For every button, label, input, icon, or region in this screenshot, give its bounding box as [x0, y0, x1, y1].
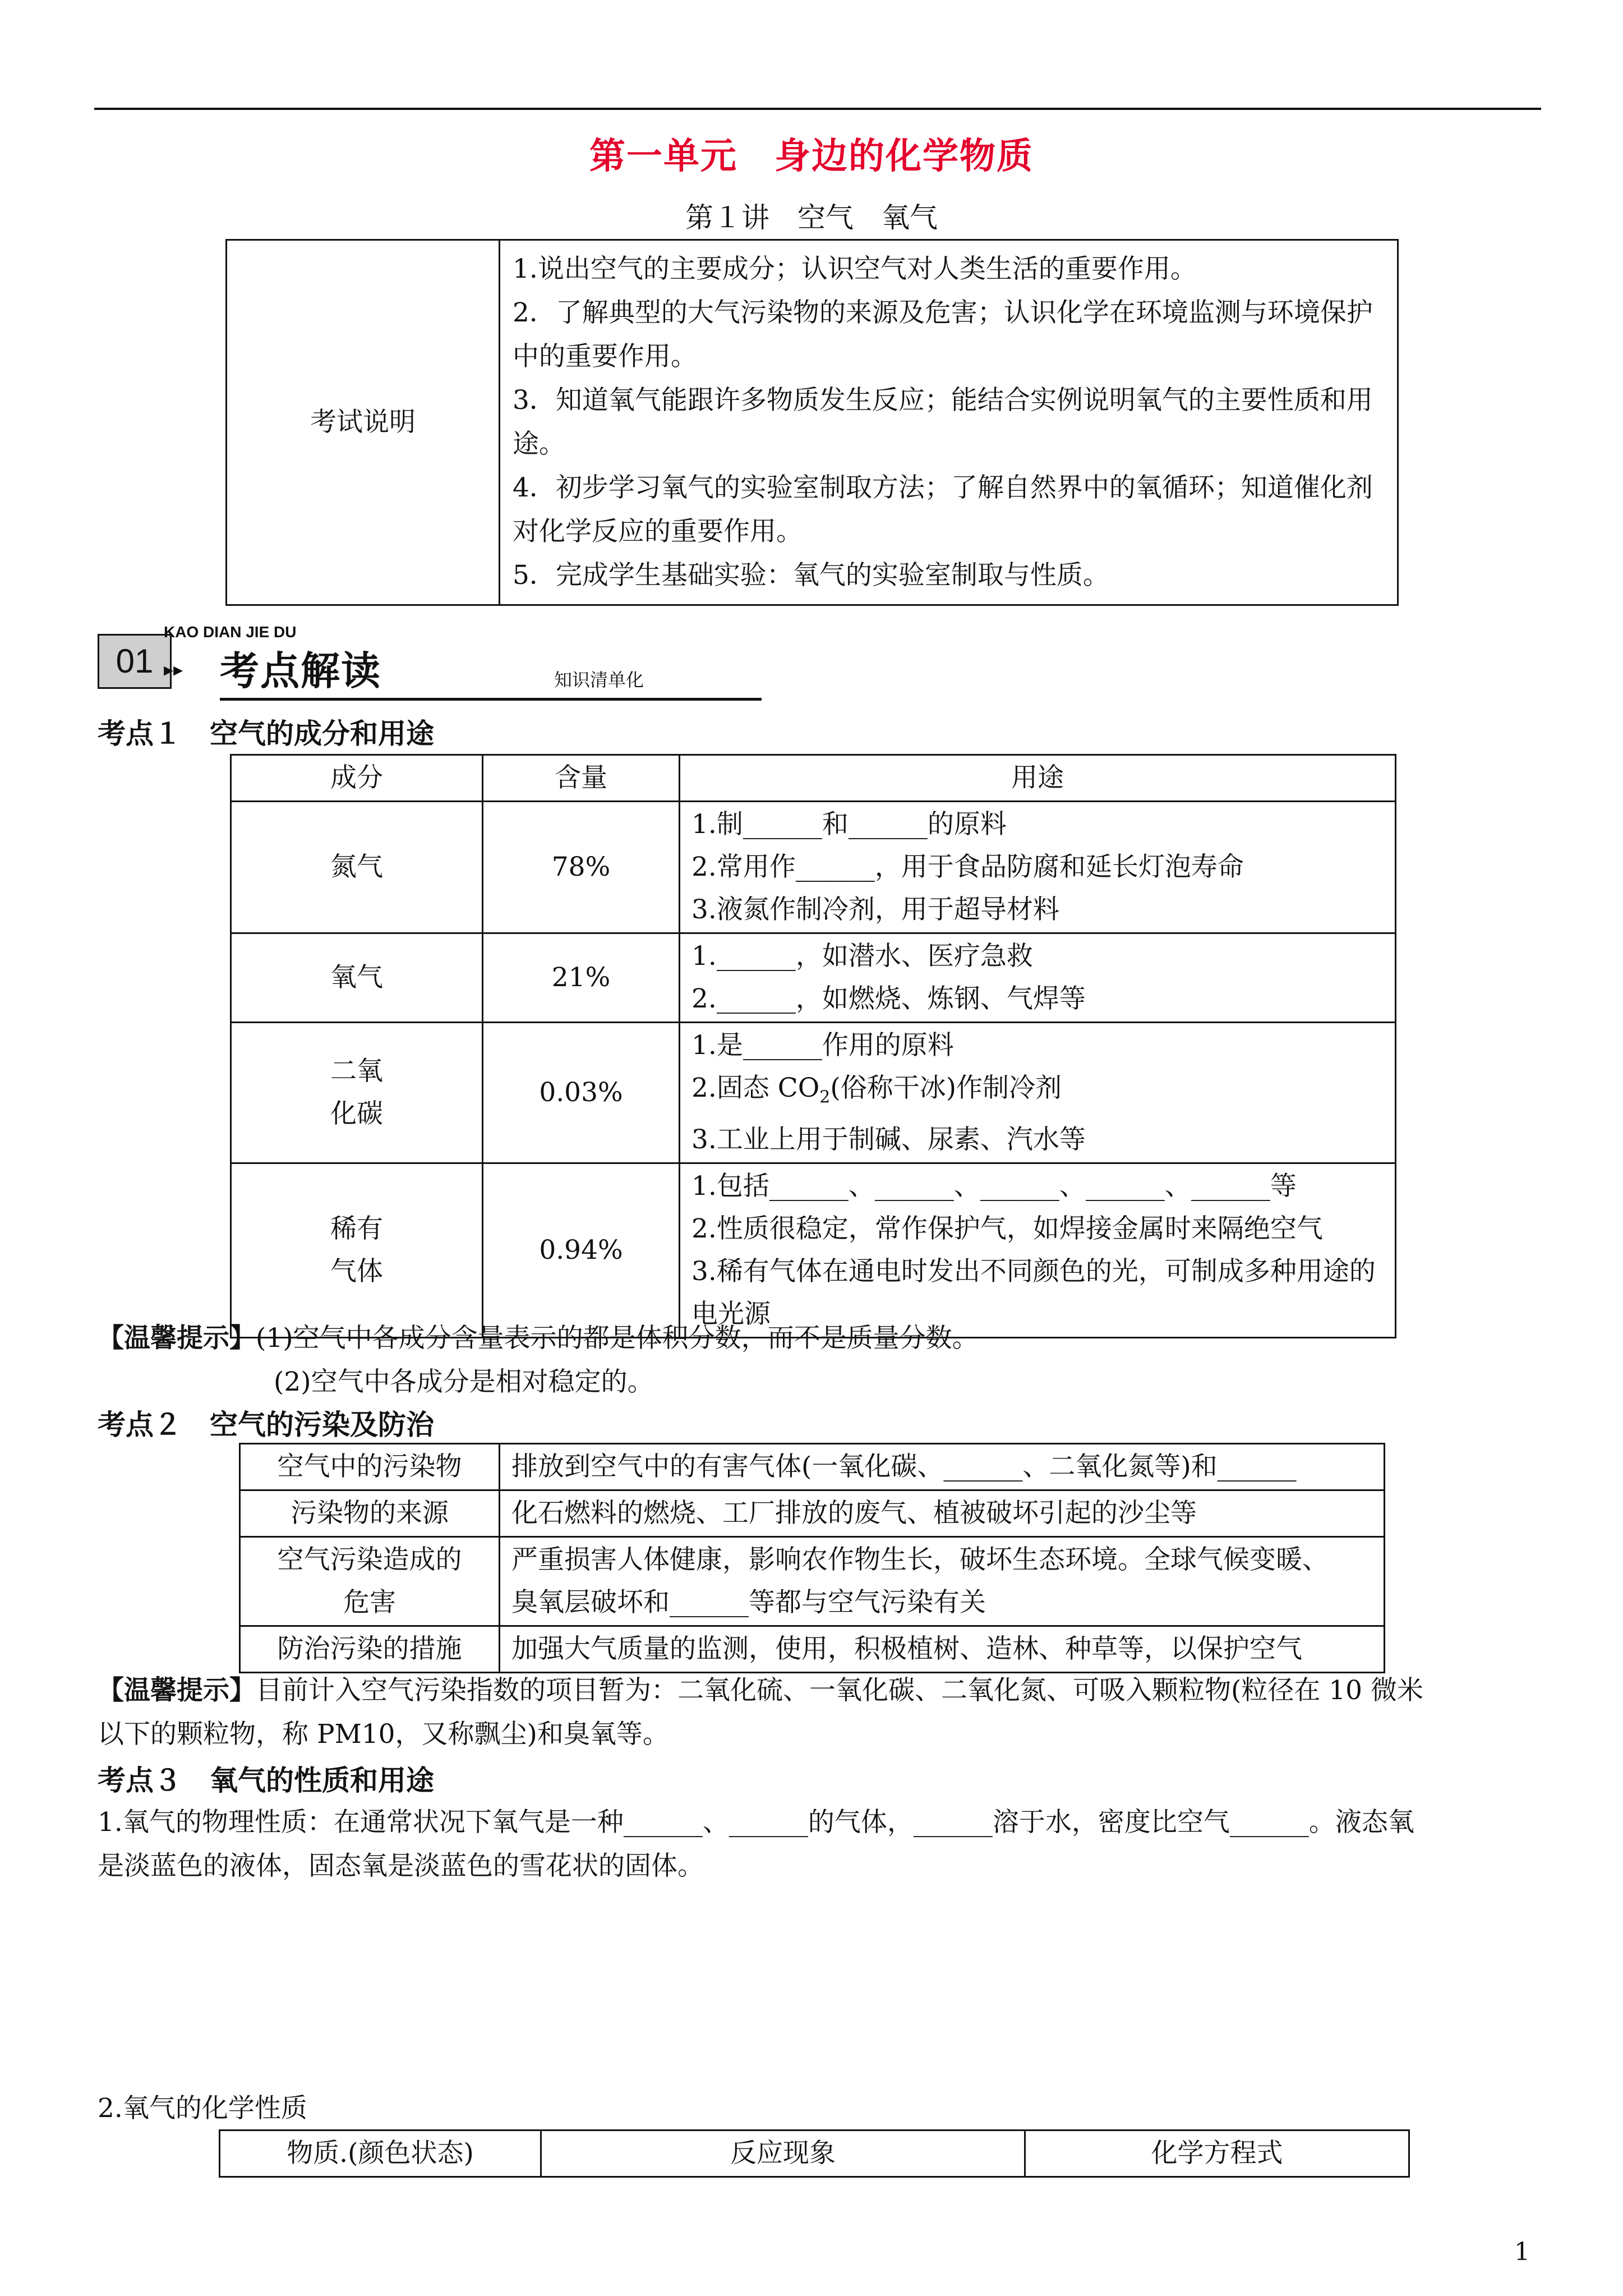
oxygen-reaction-table [219, 2129, 1410, 2178]
use-line: 3.液氮作制冷剂，用于超导材料 [691, 894, 1059, 925]
section-subtitle: 知识清单化 [554, 669, 644, 691]
exam-item: 1.说出空气的主要成分；认识空气对人类生活的重要作用。 [513, 254, 1197, 284]
double-arrow-icon: ▸▸ [164, 659, 183, 681]
unit-title: 第一单元 身边的化学物质 [589, 135, 1034, 177]
value-line: 严重损害人体健康，影响农作物生长，破坏生态环境。全球气候变暖、 [511, 1544, 1329, 1575]
subscript: 2 [819, 1087, 831, 1107]
component-name [231, 1163, 483, 1338]
use-line: 1.包括______、______、______、______、______等 [691, 1171, 1297, 1202]
row-value: 加强大气质量的监测，使用，积极植树、造林、种草等，以保护空气 [500, 1626, 1385, 1673]
kp1-title: 考点１ 空气的成分和用途 [98, 717, 434, 750]
table-row [231, 1023, 1396, 1163]
component-content: 0.03% [483, 1023, 680, 1163]
use-line: 1.是______作用的原料 [691, 1030, 954, 1061]
name-line: 化碳 [330, 1098, 383, 1130]
component-uses [680, 933, 1396, 1023]
kp1-tip-2: (2)空气中各成分是相对稳定的。 [274, 1366, 654, 1397]
row-key: 污染物的来源 [240, 1490, 500, 1537]
name-line: 二氧 [330, 1056, 383, 1087]
table-row [240, 1490, 1385, 1537]
table-row [240, 1444, 1385, 1490]
row-value: 排放到空气中的有害气体(一氧化碳、______、二氧化氮等)和______ [500, 1444, 1385, 1490]
row-value [500, 1537, 1385, 1626]
component-content: 0.94% [483, 1163, 680, 1338]
air-composition-table [230, 754, 1396, 1338]
component-name [231, 1023, 483, 1163]
component-uses [680, 1023, 1396, 1163]
table-row [231, 1163, 1396, 1338]
kp2-title: 考点２ 空气的污染及防治 [98, 1408, 434, 1441]
row-key: 空气中的污染物 [240, 1444, 500, 1490]
component-name: 氮气 [231, 802, 483, 933]
use-line: 2.常用作______，用于食品防腐和延长灯泡寿命 [691, 852, 1244, 882]
section-title: 考点解读 [220, 649, 381, 693]
exam-item: 3．知道氧气能跟许多物质发生反应；能结合实例说明氧气的主要性质和用途。 [513, 385, 1373, 459]
table-row [231, 933, 1396, 1023]
component-content: 78% [483, 802, 680, 933]
kp3-title: 考点３ 氧气的性质和用途 [98, 1764, 434, 1797]
use-line [691, 1067, 1384, 1119]
page-number: 1 [1514, 2238, 1530, 2266]
kp2-tip [98, 1669, 1423, 1711]
header-equation: 化学方程式 [1025, 2131, 1409, 2177]
tip-text: (1)空气中各成分含量表示的都是体积分数，而不是质量分数。 [256, 1323, 979, 1354]
lecture-title: 第１讲 空气 氧气 [685, 201, 938, 234]
section-pinyin: KAO DIAN JIE DU [164, 623, 297, 641]
header-component: 成分 [231, 755, 483, 802]
component-uses [680, 1163, 1396, 1338]
exam-item: 4．初步学习氧气的实验室制取方法；了解自然界中的氧循环；知道催化剂对化学反应的重要作用。 [513, 472, 1373, 547]
tip-text: 目前计入空气污染指数的项目暂为：二氧化硫、一氧化碳、二氧化氮、可吸入颗粒物(粒径在 10 微米 [256, 1675, 1424, 1706]
name-line: 稀有 [330, 1213, 383, 1245]
row-key [240, 1537, 500, 1626]
table-row [231, 802, 1396, 933]
top-rule [94, 108, 1541, 110]
tip-label: 【温馨提示】 [98, 1323, 256, 1354]
kp3-physical-properties-cont: 是淡蓝色的液体，固态氧是淡蓝色的雪花状的固体。 [98, 1851, 704, 1881]
key-line: 危害 [343, 1587, 396, 1618]
kp3-physical-properties: 1.氧气的物理性质：在通常状况下氧气是一种______、______的气体，______溶于水，密度比空气______。液态氧 [98, 1807, 1414, 1838]
exam-items [500, 240, 1398, 605]
kp3-chemical-properties: 2.氧气的化学性质 [98, 2093, 307, 2124]
use-line: 3.稀有气体在通电时发出不同颜色的光，可制成多种用途的电光源 [691, 1256, 1376, 1330]
section-number: 01 [98, 634, 172, 689]
tip-label: 【温馨提示】 [98, 1675, 256, 1706]
exam-description-table [225, 239, 1399, 606]
component-name: 氧气 [231, 933, 483, 1023]
use-line: 1.制______和______的原料 [691, 809, 1007, 840]
use-line: 2.______，如燃烧、炼钢、气焊等 [691, 983, 1086, 1014]
use-line: 1.______，如潜水、医疗急救 [691, 941, 1033, 972]
row-value: 化石燃料的燃烧、工厂排放的废气、植被破坏引起的沙尘等 [500, 1490, 1385, 1537]
header-content: 含量 [483, 755, 680, 802]
use-line: 2.性质很稳定，常作保护气，如焊接金属时来隔绝空气 [691, 1213, 1323, 1245]
key-line: 空气污染造成的 [277, 1544, 462, 1575]
header-phenomenon: 反应现象 [541, 2131, 1025, 2177]
kp2-tip-cont: 以下的颗粒物，称 PM10，又称飘尘)和臭氧等。 [98, 1719, 669, 1750]
section-underline [220, 698, 762, 701]
table-row [240, 1626, 1385, 1673]
use-text: (俗称干冰)作制冷剂 [830, 1073, 1062, 1103]
header-substance: 物质.(颜色状态) [220, 2131, 541, 2177]
row-key: 防治污染的措施 [240, 1626, 500, 1673]
component-uses [680, 802, 1396, 933]
use-line: 3.工业上用于制碱、尿素、汽水等 [691, 1124, 1086, 1156]
kp1-tip-1 [98, 1317, 979, 1359]
component-content: 21% [483, 933, 680, 1023]
air-pollution-table [239, 1443, 1385, 1673]
use-text: 2.固态 CO [691, 1073, 820, 1103]
exam-item: 5．完成学生基础实验：氧气的实验室制取与性质。 [513, 560, 1109, 591]
exam-item: 2．了解典型的大气污染物的来源及危害；认识化学在环境监测与环境保护中的重要作用。 [513, 297, 1373, 372]
value-line: 臭氧层破坏和______等都与空气污染有关 [511, 1587, 986, 1618]
name-line: 气体 [330, 1256, 383, 1287]
header-uses: 用途 [680, 755, 1396, 802]
exam-label: 考试说明 [227, 240, 500, 605]
table-row [240, 1537, 1385, 1626]
